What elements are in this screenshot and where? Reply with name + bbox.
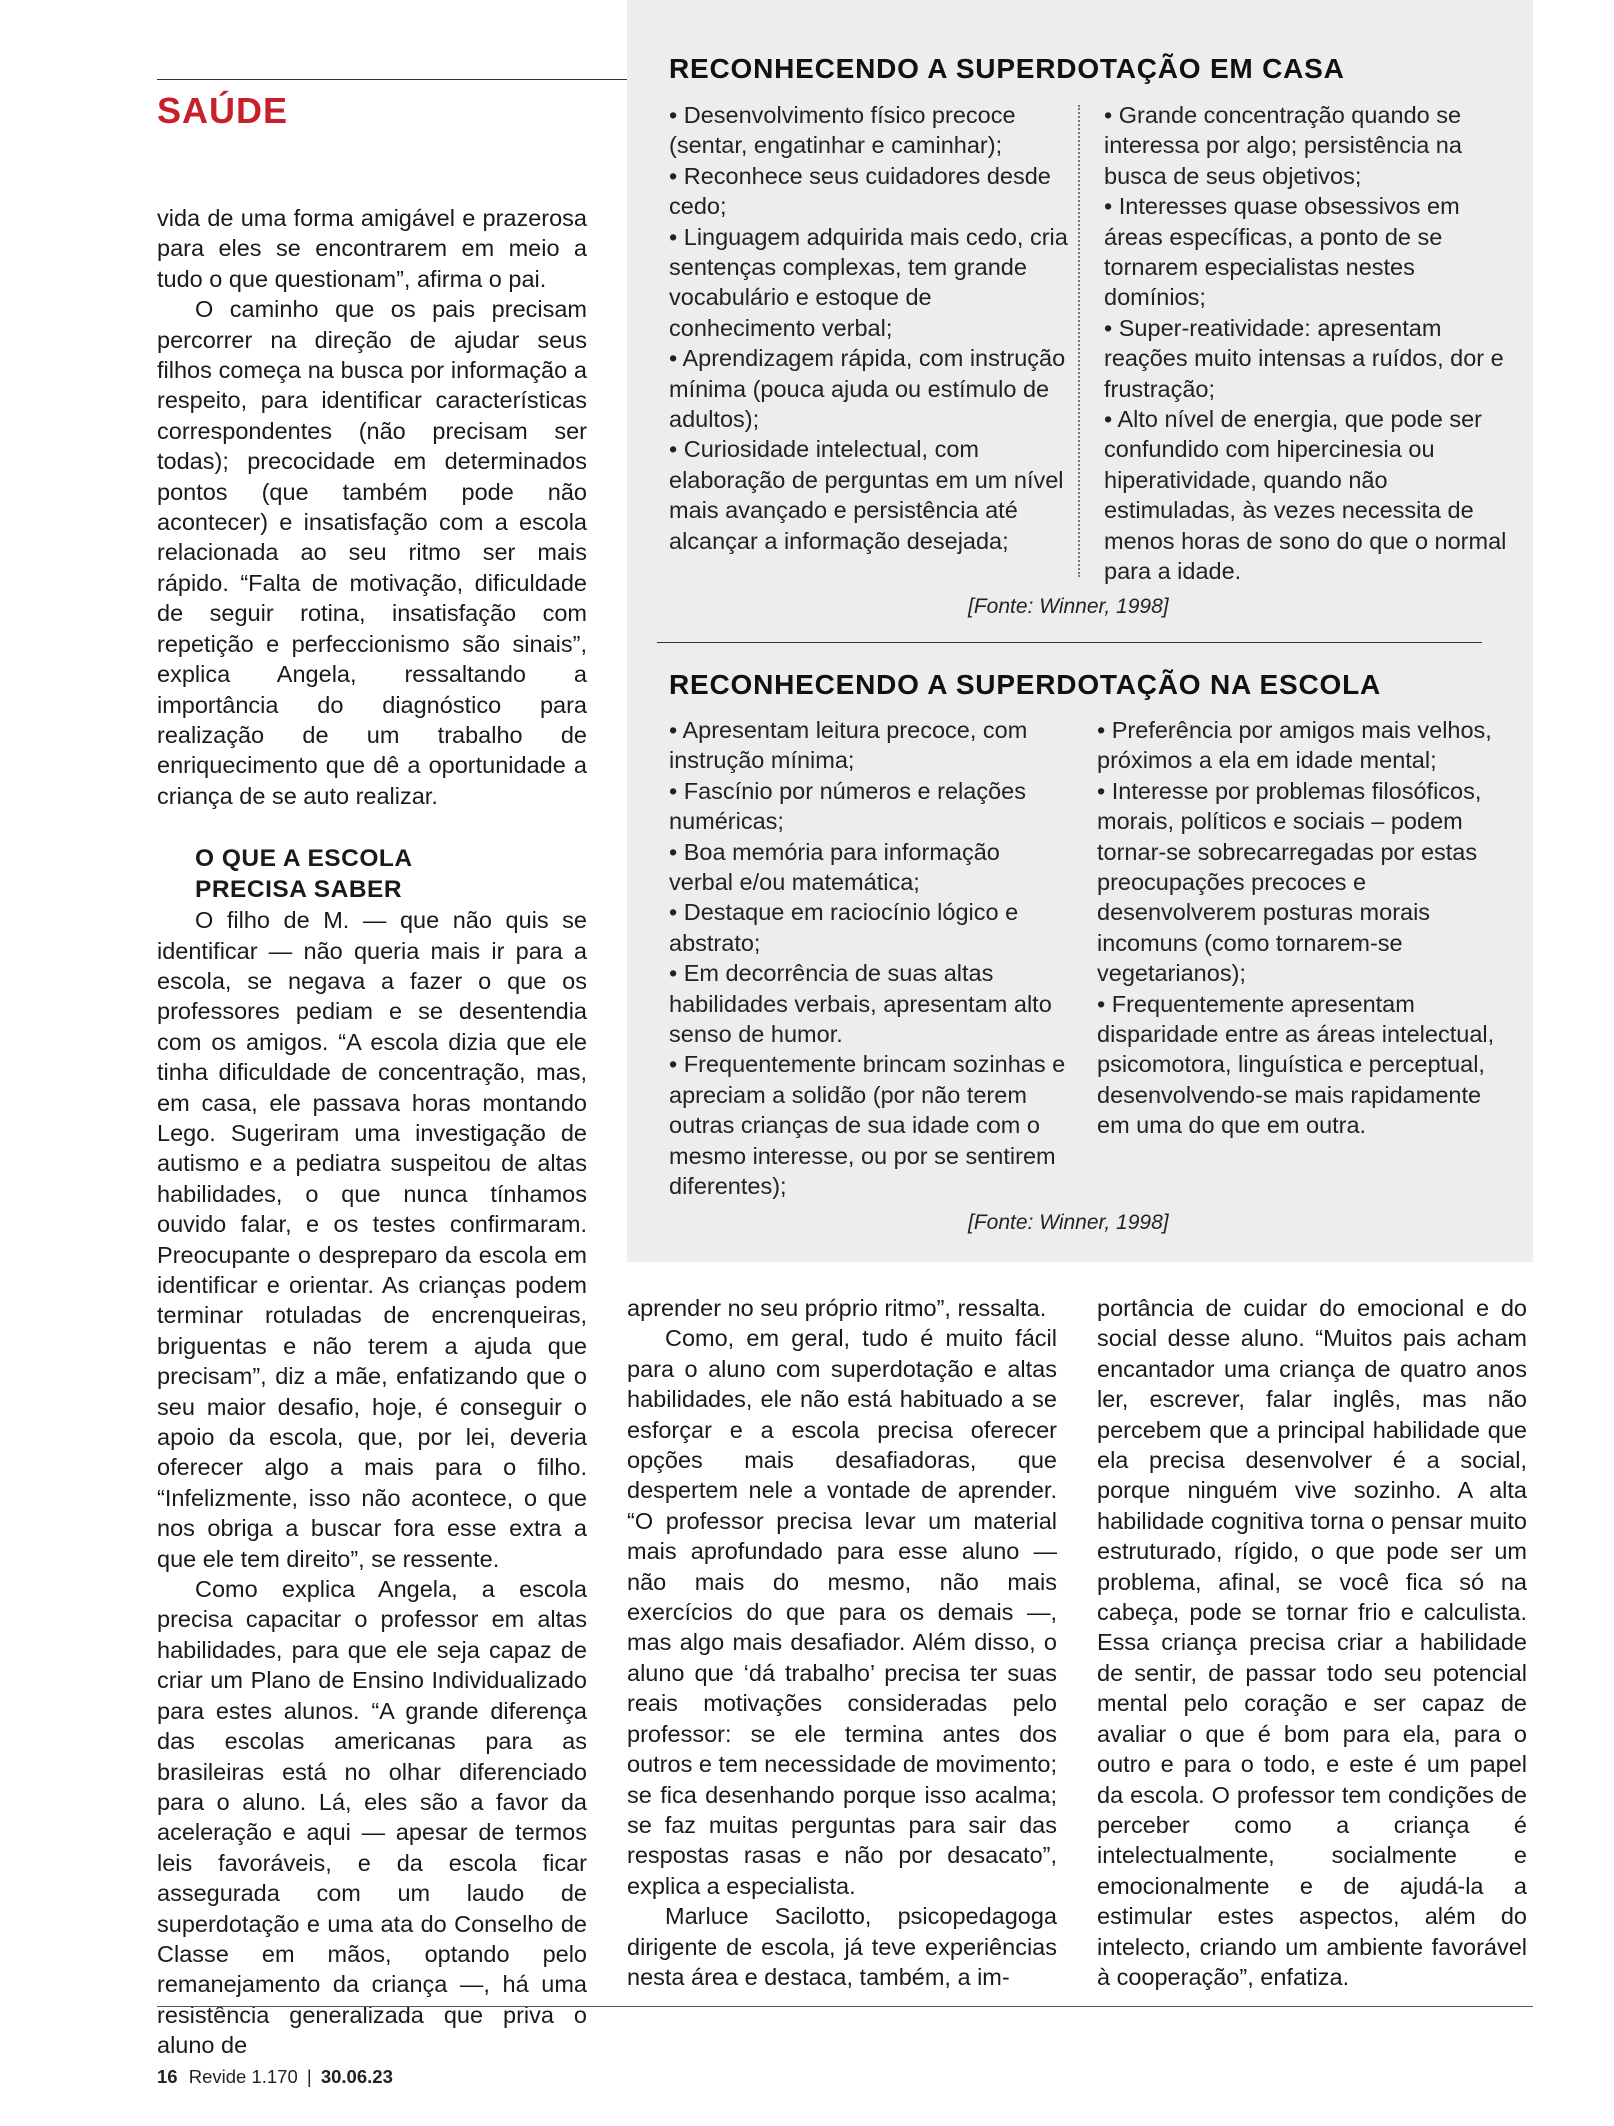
paragraph: O caminho que os pais precisam percorrer na direção de ajudar seus filhos começa na busca por informação a respeito, para identificar características correspondentes (não precisam ser todas); precocidade em determinados pontos (que também pode não acontecer) e insatisfação com a escola relacionada ao seu ritmo ser mais rápido. “Falta de motivação, dificuldade de seguir rotina, insatisfação com repetição e perfeccionismo são sinais”, explica Angela, ressaltando a importância do diagnóstico para realização de um trabalho de enriquecimento que dê a oportunidade a criança de se auto realizar. <box>157 296 587 809</box>
list-item: • Alto nível de energia, que pode ser confundido com hipercinesia ou hiperatividade, quando não estimuladas, às vezes necessita de menos horas de sono do que o normal para a idade. <box>1104 406 1507 585</box>
subheading-line: PRECISA SABER <box>195 876 403 904</box>
column-2 <box>627 1293 1057 1992</box>
box-escola-left-list <box>669 715 1069 1202</box>
list-item: • Reconhece seus cuidadores desde cedo; <box>669 162 1051 220</box>
list-item: • Grande concentração quando se interessa por algo; persistência na busca de seus objetivos; <box>1104 102 1462 189</box>
box-casa-right-list <box>1104 100 1514 587</box>
section-label: SAÚDE <box>157 90 289 131</box>
magazine-issue: Revide 1.170 <box>188 2066 298 2087</box>
paragraph: Como, em geral, tudo é muito fácil para o aluno com superdotação e altas habilidades, ele não está habituado a se esforçar e a escola precisa oferecer opções mais desafiadoras, que despertem nele a vontade de aprender. “O professor precisa levar um material mais aprofundado para esse aluno — não mais do mesmo, não mais exercícios do que para os demais —, mas algo mais desafiador. Além disso, o aluno que ‘dá trabalho’ precisa ter suas reais motivações consideradas pelo professor: se ele termina antes dos outros e tem necessidade de movimento; se fica desenhando porque isso acalma; se faz muitas perguntas para sair das respostas rasas e não por desacato”, explica a especialista. <box>627 1325 1057 1899</box>
paragraph: aprender no seu próprio ritmo”, ressalta. <box>627 1295 1047 1321</box>
box-title-casa: RECONHECENDO A SUPERDOTAÇÃO EM CASA <box>669 53 1345 84</box>
paragraph: portância de cuidar do emocional e do social desse aluno. “Muitos pais acham encantador uma criança de quatro anos ler, escrever, falar inglês, mas não percebem que a principal habilidade que ela precisa desenvolver é a social, porque ninguém vive sozinho. A alta habilidade cognitiva torna o pensar muito estruturado, rígido, o que pode ser um problema, afinal, se você fica só na cabeça, pode se tornar frio e calculista. Essa criança precisa criar a habilidade de sentir, de passar todo seu potencial mental pelo coração e ser capaz de avaliar o que é bom para ela, para o outro e para o todo, e este é um papel da escola. O professor tem condições de perceber como a criança é intelectualmente, socialmente e emocionalmente e de ajudá-la a estimular estes aspectos, além do intelecto, criando um ambiente favorável à cooperação”, enfatiza. <box>1097 1295 1527 1990</box>
paragraph: Marluce Sacilotto, psicopedagoga dirigente de escola, já teve experiências nesta área e destaca, também, a im- <box>627 1903 1057 1990</box>
list-item: • Apresentam leitura precoce, com instrução mínima; <box>669 717 1028 774</box>
list-item: • Curiosidade intelectual, com elaboração de perguntas em um nível mais avançado e persistência até alcançar a informação desejada; <box>669 436 1064 554</box>
footer-separator: | <box>306 2066 312 2087</box>
source-caption: [Fonte: Winner, 1998] <box>968 1211 1169 1234</box>
list-item: • Linguagem adquirida mais cedo, cria sentenças complexas, tem grande vocabulário e estoque de conhecimento verbal; <box>669 223 1068 341</box>
list-item: • Preferência por amigos mais velhos, próximos a ela em idade mental; <box>1097 717 1492 774</box>
paragraph: O filho de M. — que não quis se identificar — não queria mais ir para a escola, se negava a fazer o que os professores pediam e se desentendia com os amigos. “A escola dizia que ele tinha dificuldade de concentração, mas, em casa, ele passava horas montando Lego. Sugeriram uma investigação de autismo e a pediatra suspeitou de altas habilidades, o que nunca tínhamos ouvido falar, e os testes confirmaram. Preocupante o despreparo da escola em identificar e orientar. As crianças podem terminar rotuladas de encrenqueiras, briguentas e não terem a ajuda que precisam”, diz a mãe, enfatizando que o seu maior desafio, hoje, é conseguir o apoio da escola, que, por lei, deveria oferecer algo a mais para o filho. “Infelizmente, isso não acontece, o que nos obriga a buscar fora esse extra a que ele tem direito”, se ressente. <box>157 907 587 1572</box>
list-item: • Desenvolvimento físico precoce (sentar, engatinhar e caminhar); <box>669 102 1016 159</box>
paragraph: vida de uma forma amigável e prazerosa para eles se encontrarem em meio a tudo o que questionam”, afirma o pai. <box>157 205 587 292</box>
box-title-escola: RECONHECENDO A SUPERDOTAÇÃO NA ESCOLA <box>669 669 1382 700</box>
list-item: • Interesses quase obsessivos em áreas específicas, a ponto de se tornarem especialistas nestes domínios; <box>1104 193 1460 311</box>
page-number: 16 <box>157 2066 178 2087</box>
list-item: • Frequentemente brincam sozinhas e apreciam a solidão (por não terem outras crianças de sua idade com o mesmo interesse, ou por se sentirem diferentes); <box>669 1051 1066 1200</box>
list-item: • Frequentemente apresentam disparidade entre as áreas intelectual, psicomotora, linguística e perceptual, desenvolvendo-se mais rapidamente em uma do que em outra. <box>1097 990 1495 1139</box>
list-item: • Interesse por problemas filosóficos, morais, políticos e sociais – podem tornar-se sobrecarregadas por estas preocupações precoces e desenvolverem posturas morais incomuns (como tornarem-se vegetarianos); <box>1097 777 1482 987</box>
list-item: • Destaque em raciocínio lógico e abstrato; <box>669 899 1019 956</box>
list-item: • Super-reatividade: apresentam reações muito intensas a ruídos, dor e frustração; <box>1104 314 1504 402</box>
paragraph: Como explica Angela, a escola precisa capacitar o professor em altas habilidades, para que ele seja capaz de criar um Plano de Ensino Individualizado para estes alunos. “A grande diferença das escolas americanas para as brasileiras está no olhar diferenciado para o aluno. Lá, eles são a favor da aceleração e aqui — apesar de termos leis favoráveis, e da escola ficar assegurada com um laudo de superdotação e uma ata do Conselho de Classe em mãos, optando pelo remanejamento da criança —, há uma resistência generalizada que priva o aluno de <box>157 1576 587 2059</box>
subheading <box>195 843 587 905</box>
source-caption: [Fonte: Winner, 1998] <box>968 595 1169 618</box>
list-item: • Aprendizagem rápida, com instrução mínima (pouca ajuda ou estímulo de adultos); <box>669 345 1066 433</box>
column-divider <box>1078 105 1080 577</box>
list-item: • Em decorrência de suas altas habilidades verbais, apresentam alto senso de humor. <box>669 960 1052 1048</box>
footer <box>157 2066 393 2088</box>
column-3 <box>1097 1293 1527 1992</box>
box-escola-right-list <box>1097 715 1517 1141</box>
column-1 <box>157 203 587 2061</box>
list-item: • Boa memória para informação verbal e/ou matemática; <box>669 838 1000 896</box>
footer-rule <box>157 2006 1533 2007</box>
box-casa-left-list <box>669 100 1069 556</box>
header-rule <box>157 79 627 80</box>
list-item: • Fascínio por números e relações numéricas; <box>669 777 1026 835</box>
subheading-line: O QUE A ESCOLA <box>195 845 413 873</box>
issue-date: 30.06.23 <box>320 2066 393 2087</box>
box-divider-rule <box>657 642 1482 643</box>
